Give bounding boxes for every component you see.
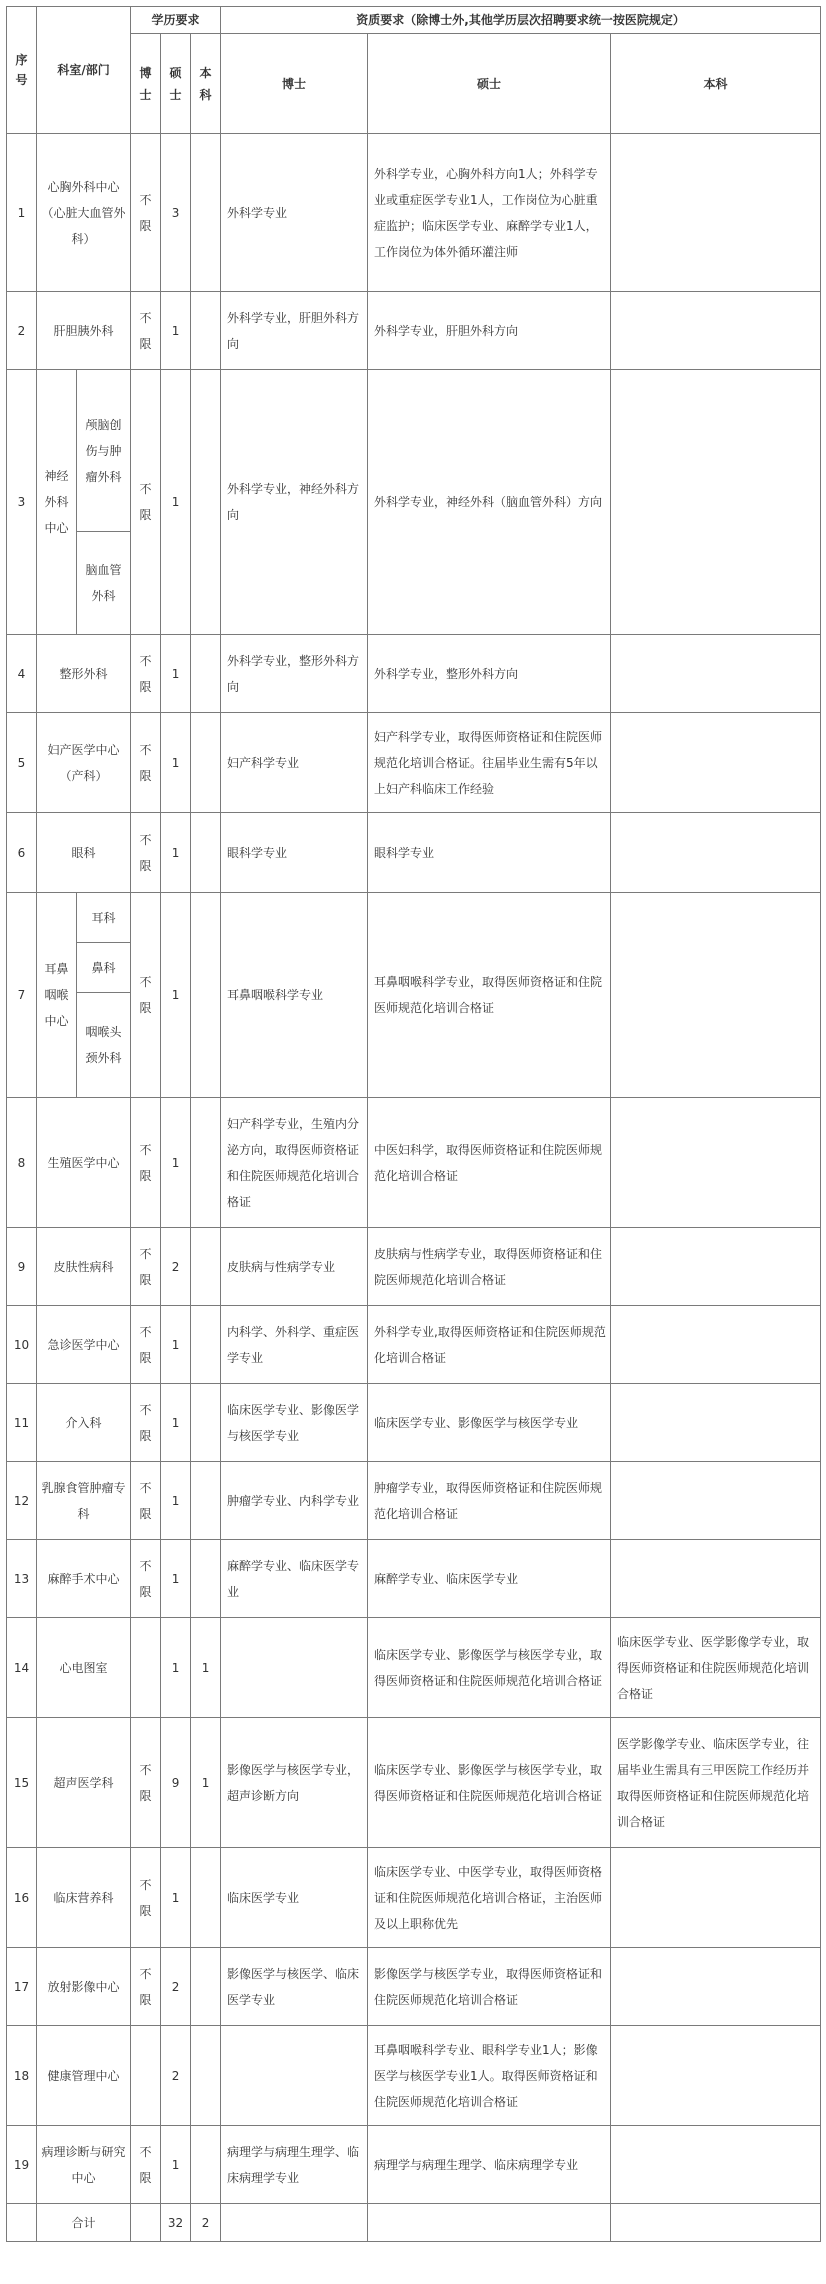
table-row xyxy=(7,2026,821,2126)
table-row xyxy=(7,635,821,713)
bachelor-count xyxy=(191,292,221,370)
row-number: 1 xyxy=(7,134,37,292)
phd-requirement: 不限 xyxy=(131,2126,161,2204)
row-number: 4 xyxy=(7,635,37,713)
department-name: 放射影像中心 xyxy=(37,1948,131,2026)
bachelor-qualification xyxy=(611,292,821,370)
bachelor-count: 1 xyxy=(191,1618,221,1718)
phd-requirement: 不限 xyxy=(131,893,161,1098)
master-count: 1 xyxy=(161,893,191,1098)
header-qualification: 资质要求（除博士外,其他学历层次招聘要求统一按医院规定） xyxy=(221,7,821,34)
table-row xyxy=(7,1462,821,1540)
bachelor-qualification: 临床医学专业、医学影像学专业，取得医师资格证和住院医师规范化培训合格证 xyxy=(611,1618,821,1718)
row-number: 11 xyxy=(7,1384,37,1462)
row-number: 9 xyxy=(7,1228,37,1306)
bachelor-qualification xyxy=(611,713,821,813)
table-row xyxy=(7,1618,821,1718)
phd-qualification: 肿瘤学专业、内科学专业 xyxy=(221,1462,368,1540)
row-number: 19 xyxy=(7,2126,37,2204)
master-qualification: 中医妇科学，取得医师资格证和住院医师规范化培训合格证 xyxy=(368,1098,611,1228)
master-qualification: 临床医学专业、中医学专业，取得医师资格证和住院医师规范化培训合格证，主治医师及以上职称优先 xyxy=(368,1848,611,1948)
master-count: 1 xyxy=(161,1848,191,1948)
header-edu: 学历要求 xyxy=(131,7,221,34)
bachelor-qualification: 医学影像学专业、临床医学专业，往届毕业生需具有三甲医院工作经历并取得医师资格证和住院医师规范化培训合格证 xyxy=(611,1718,821,1848)
phd-requirement: 不限 xyxy=(131,1384,161,1462)
bachelor-count xyxy=(191,1848,221,1948)
department-name: 麻醉手术中心 xyxy=(37,1540,131,1618)
table-row xyxy=(7,1098,821,1228)
master-qualification: 外科学专业，肝胆外科方向 xyxy=(368,292,611,370)
row-number: 14 xyxy=(7,1618,37,1718)
total-master: 32 xyxy=(161,2204,191,2242)
master-qualification: 病理学与病理生理学、临床病理学专业 xyxy=(368,2126,611,2204)
master-qualification: 临床医学专业、影像医学与核医学专业，取得医师资格证和住院医师规范化培训合格证 xyxy=(368,1618,611,1718)
bachelor-count xyxy=(191,635,221,713)
bachelor-qualification xyxy=(611,813,821,893)
master-qualification: 临床医学专业、影像医学与核医学专业 xyxy=(368,1384,611,1462)
row-number: 8 xyxy=(7,1098,37,1228)
table-row xyxy=(7,292,821,370)
department-name: 肝胆胰外科 xyxy=(37,292,131,370)
phd-requirement: 不限 xyxy=(131,292,161,370)
master-count: 1 xyxy=(161,713,191,813)
row-number: 17 xyxy=(7,1948,37,2026)
bachelor-count xyxy=(191,893,221,1098)
master-count: 1 xyxy=(161,1306,191,1384)
master-qualification: 临床医学专业、影像医学与核医学专业，取得医师资格证和住院医师规范化培训合格证 xyxy=(368,1718,611,1848)
phd-qualification: 眼科学专业 xyxy=(221,813,368,893)
master-count: 1 xyxy=(161,2126,191,2204)
phd-requirement: 不限 xyxy=(131,1848,161,1948)
phd-requirement xyxy=(131,2026,161,2126)
department-name: 心胸外科中心（心脏大血管外科） xyxy=(37,134,131,292)
master-count: 9 xyxy=(161,1718,191,1848)
bachelor-count xyxy=(191,1462,221,1540)
sub-department-name: 耳科 xyxy=(77,893,131,943)
phd-qualification: 临床医学专业、影像医学与核医学专业 xyxy=(221,1384,368,1462)
bachelor-qualification xyxy=(611,635,821,713)
bachelor-qualification xyxy=(611,1098,821,1228)
master-count: 2 xyxy=(161,1948,191,2026)
bachelor-count xyxy=(191,813,221,893)
bachelor-qualification xyxy=(611,1306,821,1384)
bachelor-count xyxy=(191,134,221,292)
phd-requirement: 不限 xyxy=(131,1540,161,1618)
department-name: 介入科 xyxy=(37,1384,131,1462)
total-label: 合计 xyxy=(37,2204,131,2242)
bachelor-count xyxy=(191,2026,221,2126)
master-count: 1 xyxy=(161,635,191,713)
master-count: 1 xyxy=(161,292,191,370)
table-row xyxy=(7,2126,821,2204)
master-qualification: 妇产科学专业，取得医师资格证和住院医师规范化培训合格证。往届毕业生需有5年以上妇产科临床工作经验 xyxy=(368,713,611,813)
table-row xyxy=(7,1384,821,1462)
bachelor-count xyxy=(191,370,221,635)
phd-qualification: 外科学专业，神经外科方向 xyxy=(221,370,368,635)
header-dept: 科室/部门 xyxy=(37,7,131,134)
row-number: 15 xyxy=(7,1718,37,1848)
bachelor-qualification xyxy=(611,1228,821,1306)
phd-qualification: 妇产科学专业，生殖内分泌方向，取得医师资格证和住院医师规范化培训合格证 xyxy=(221,1098,368,1228)
header-bachelor-qual: 本科 xyxy=(611,34,821,134)
row-number: 3 xyxy=(7,370,37,635)
table-row xyxy=(7,1848,821,1948)
department-name: 皮肤性病科 xyxy=(37,1228,131,1306)
total-phd xyxy=(131,2204,161,2242)
sub-department-name: 咽喉头颈外科 xyxy=(77,993,131,1098)
phd-requirement: 不限 xyxy=(131,1228,161,1306)
row-number: 5 xyxy=(7,713,37,813)
master-count: 2 xyxy=(161,1228,191,1306)
total-empty-phd-qual xyxy=(221,2204,368,2242)
master-qualification: 耳鼻咽喉科学专业、眼科学专业1人；影像医学与核医学专业1人。取得医师资格证和住院医师规范化培训合格证 xyxy=(368,2026,611,2126)
phd-requirement: 不限 xyxy=(131,813,161,893)
table-row xyxy=(7,1228,821,1306)
bachelor-count xyxy=(191,2126,221,2204)
row-number: 6 xyxy=(7,813,37,893)
header-master: 硕 士 xyxy=(161,34,191,134)
row-number: 16 xyxy=(7,1848,37,1948)
header-phd-qual: 博士 xyxy=(221,34,368,134)
department-name: 耳鼻咽喉中心 xyxy=(37,893,77,1098)
master-qualification: 外科学专业,取得医师资格证和住院医师规范化培训合格证 xyxy=(368,1306,611,1384)
row-number: 2 xyxy=(7,292,37,370)
department-name: 眼科 xyxy=(37,813,131,893)
master-qualification: 肿瘤学专业，取得医师资格证和住院医师规范化培训合格证 xyxy=(368,1462,611,1540)
phd-qualification xyxy=(221,2026,368,2126)
phd-qualification: 麻醉学专业、临床医学专业 xyxy=(221,1540,368,1618)
department-name: 妇产医学中心（产科） xyxy=(37,713,131,813)
phd-qualification: 外科学专业，整形外科方向 xyxy=(221,635,368,713)
master-count: 1 xyxy=(161,1540,191,1618)
bachelor-qualification xyxy=(611,1540,821,1618)
phd-requirement: 不限 xyxy=(131,1948,161,2026)
master-qualification: 麻醉学专业、临床医学专业 xyxy=(368,1540,611,1618)
phd-requirement xyxy=(131,1618,161,1718)
bachelor-count xyxy=(191,1306,221,1384)
row-number: 13 xyxy=(7,1540,37,1618)
phd-qualification: 内科学、外科学、重症医学专业 xyxy=(221,1306,368,1384)
bachelor-qualification xyxy=(611,370,821,635)
table-row xyxy=(7,813,821,893)
phd-qualification: 病理学与病理生理学、临床病理学专业 xyxy=(221,2126,368,2204)
header-phd: 博 士 xyxy=(131,34,161,134)
total-spacer xyxy=(7,2204,37,2242)
phd-qualification: 妇产科学专业 xyxy=(221,713,368,813)
phd-qualification: 外科学专业，肝胆外科方向 xyxy=(221,292,368,370)
master-count: 1 xyxy=(161,813,191,893)
table-row xyxy=(7,134,821,292)
department-name: 乳腺食管肿瘤专科 xyxy=(37,1462,131,1540)
bachelor-count xyxy=(191,713,221,813)
phd-requirement: 不限 xyxy=(131,134,161,292)
department-name: 病理诊断与研究中心 xyxy=(37,2126,131,2204)
bachelor-qualification xyxy=(611,2126,821,2204)
master-qualification: 耳鼻咽喉科学专业，取得医师资格证和住院医师规范化培训合格证 xyxy=(368,893,611,1098)
master-qualification: 眼科学专业 xyxy=(368,813,611,893)
table-row xyxy=(7,1948,821,2026)
bachelor-qualification xyxy=(611,1384,821,1462)
phd-qualification xyxy=(221,1618,368,1718)
department-name: 生殖医学中心 xyxy=(37,1098,131,1228)
phd-requirement: 不限 xyxy=(131,1306,161,1384)
master-count: 2 xyxy=(161,2026,191,2126)
bachelor-qualification xyxy=(611,1848,821,1948)
phd-qualification: 皮肤病与性病学专业 xyxy=(221,1228,368,1306)
header-bachelor: 本 科 xyxy=(191,34,221,134)
header-no: 序 号 xyxy=(7,7,37,134)
table-row xyxy=(7,1306,821,1384)
phd-requirement: 不限 xyxy=(131,370,161,635)
table-row xyxy=(7,893,821,943)
bachelor-qualification xyxy=(611,2026,821,2126)
phd-requirement: 不限 xyxy=(131,713,161,813)
department-name: 心电图室 xyxy=(37,1618,131,1718)
table-row xyxy=(7,713,821,813)
phd-qualification: 外科学专业 xyxy=(221,134,368,292)
total-empty-bachelor-qual xyxy=(611,2204,821,2242)
bachelor-count xyxy=(191,1228,221,1306)
phd-qualification: 临床医学专业 xyxy=(221,1848,368,1948)
master-count: 1 xyxy=(161,1618,191,1718)
sub-department-name: 脑血管外科 xyxy=(77,532,131,635)
department-name: 超声医学科 xyxy=(37,1718,131,1848)
table-row xyxy=(7,1540,821,1618)
phd-requirement: 不限 xyxy=(131,1098,161,1228)
master-count: 1 xyxy=(161,1462,191,1540)
department-name: 整形外科 xyxy=(37,635,131,713)
sub-department-name: 颅脑创伤与肿瘤外科 xyxy=(77,370,131,532)
master-count: 1 xyxy=(161,370,191,635)
bachelor-count: 1 xyxy=(191,1718,221,1848)
total-bachelor: 2 xyxy=(191,2204,221,2242)
bachelor-qualification xyxy=(611,1462,821,1540)
master-qualification: 外科学专业，神经外科（脑血管外科）方向 xyxy=(368,370,611,635)
master-qualification: 皮肤病与性病学专业，取得医师资格证和住院医师规范化培训合格证 xyxy=(368,1228,611,1306)
master-count: 1 xyxy=(161,1384,191,1462)
phd-qualification: 耳鼻咽喉科学专业 xyxy=(221,893,368,1098)
bachelor-count xyxy=(191,1098,221,1228)
table-row xyxy=(7,1718,821,1848)
phd-requirement: 不限 xyxy=(131,1462,161,1540)
total-empty-master-qual xyxy=(368,2204,611,2242)
row-number: 10 xyxy=(7,1306,37,1384)
phd-requirement: 不限 xyxy=(131,635,161,713)
master-count: 3 xyxy=(161,134,191,292)
bachelor-count xyxy=(191,1540,221,1618)
bachelor-qualification xyxy=(611,1948,821,2026)
table-row xyxy=(7,370,821,532)
master-count: 1 xyxy=(161,1098,191,1228)
department-name: 健康管理中心 xyxy=(37,2026,131,2126)
row-number: 18 xyxy=(7,2026,37,2126)
master-qualification: 外科学专业，心胸外科方向1人；外科学专业或重症医学专业1人，工作岗位为心脏重症监护；临床医学专业、麻醉学专业1人，工作岗位为体外循环灌注师 xyxy=(368,134,611,292)
bachelor-count xyxy=(191,1948,221,2026)
phd-qualification: 影像医学与核医学、临床医学专业 xyxy=(221,1948,368,2026)
department-name: 临床营养科 xyxy=(37,1848,131,1948)
phd-requirement: 不限 xyxy=(131,1718,161,1848)
phd-qualification: 影像医学与核医学专业，超声诊断方向 xyxy=(221,1718,368,1848)
sub-department-name: 鼻科 xyxy=(77,943,131,993)
master-qualification: 影像医学与核医学专业，取得医师资格证和住院医师规范化培训合格证 xyxy=(368,1948,611,2026)
bachelor-count xyxy=(191,1384,221,1462)
header-master-qual: 硕士 xyxy=(368,34,611,134)
row-number: 12 xyxy=(7,1462,37,1540)
bachelor-qualification xyxy=(611,134,821,292)
recruitment-table xyxy=(6,6,821,2242)
bachelor-qualification xyxy=(611,893,821,1098)
total-row xyxy=(7,2204,821,2242)
department-name: 神经外科中心 xyxy=(37,370,77,635)
master-qualification: 外科学专业，整形外科方向 xyxy=(368,635,611,713)
row-number: 7 xyxy=(7,893,37,1098)
department-name: 急诊医学中心 xyxy=(37,1306,131,1384)
